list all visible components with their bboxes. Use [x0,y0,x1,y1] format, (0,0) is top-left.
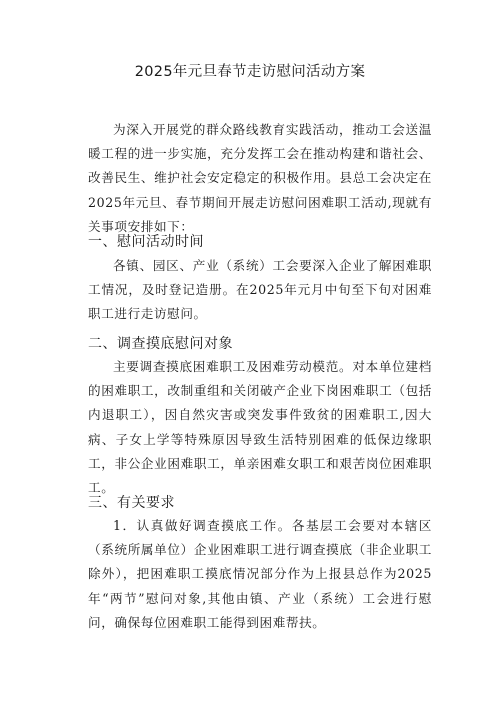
intro-paragraph: 为深入开展党的群众路线教育实践活动，推动工会送温暖工程的进一步实施，充分发挥工会在推动构建和谐社会、改善民生、维护社会安定稳定的积极作用。县总工会决定在2025年元旦、春节期间开展走访慰问困难职工活动,现就有关事项安排如下： [88,122,432,234]
section-body-1: 各镇、园区、产业（系统）工会要深入企业了解困难职工情况，及时登记造册。在2025年元月中旬至下旬对困难职工进行走访慰问。 [88,258,432,322]
document-title: 2025年元旦春节走访慰问活动方案 [134,64,366,80]
section-body-3: 1．认真做好调查摸底工作。各基层工会要对本辖区（系统所属单位）企业困难职工进行调查摸底（非企业职工除外），把困难职工摸底情况部分作为上报县总作为2025年“两节”慰问对象,其他由镇、产业（系统）工会进行慰问，确保每位困难职工能得到困难帮扶。 [88,518,432,630]
section-heading-3: 三、有关要求 [88,495,175,511]
section-heading-1: 一、慰问活动时间 [88,234,204,250]
section-heading-2: 二、调查摸底慰问对象 [88,336,233,352]
section-body-2: 主要调查摸底困难职工及困难劳动模范。对本单位建档的困难职工，改制重组和关闭破产企业下岗困难职工（包括内退职工），因自然灾害或突发事件致贫的困难职工,因大病、子女上学等特殊原因导致生活特别困难的低保边缘职工，非公企业困难职工，单亲困难女职工和艰苦岗位困难职工。 [88,359,432,496]
